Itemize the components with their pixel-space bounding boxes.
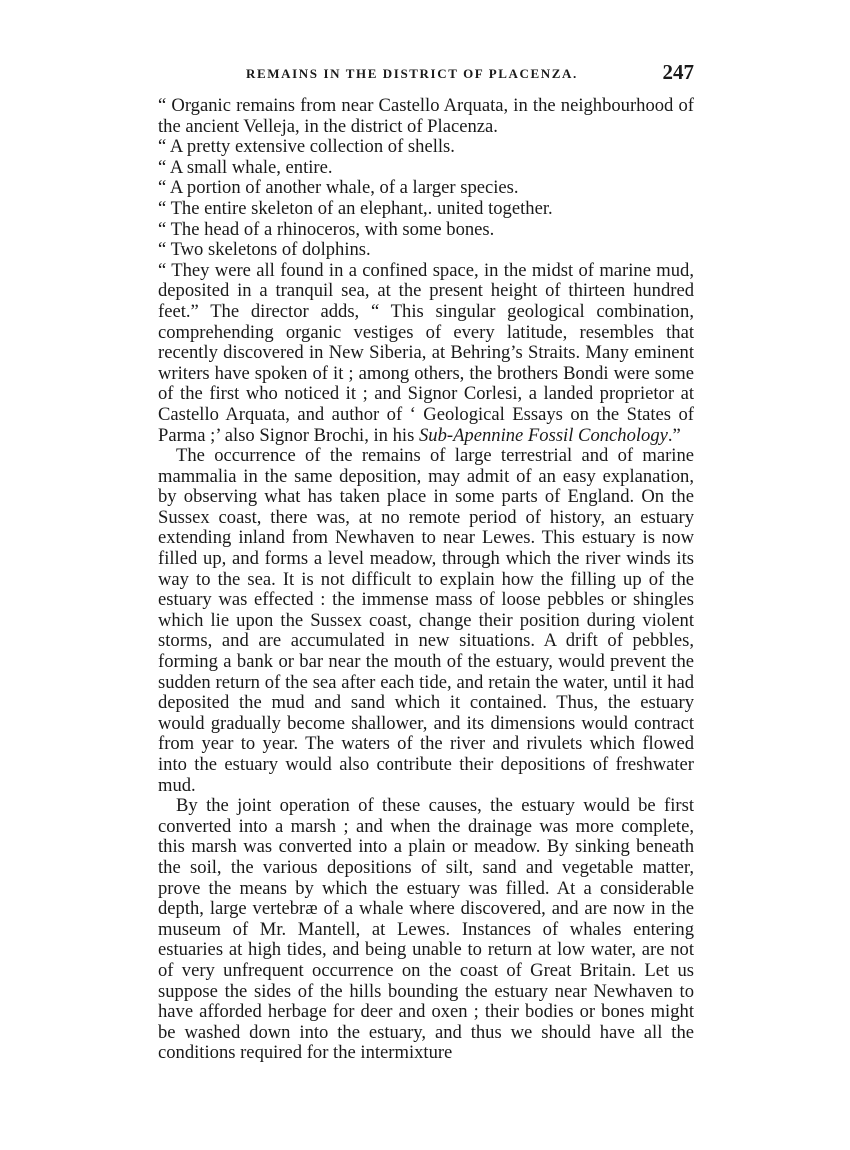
paragraph-joint-operation: By the joint operation of these causes, the estuary would be first converted into a marsh ; and when the drainage was more complete, this marsh was converted into a plain or meadow. By sinking beneath the soil, the various depositions of silt, sand and vegetable matter, prove the means by which the estuary was filled. At a considerable depth, large vertebræ of a whale where discovered, and are now in the museum of Mr. Mantell, at Lewes. Instances of whales entering estuaries at high tides, and being unable to return at low water, are not of very unfrequent occurrence on the coast of Great Britain. Let us suppose the sides of the hills bounding the estuary near Newhaven to have afforded herbage for deer and oxen ; their bodies or bones might be washed down into the estuary, and thus we should have all the conditions required for the intermixture — [158, 795, 694, 1064]
director-quote-text: “ They were all found in a confined space, in the midst of marine mud, deposited in a tranquil sea, at the present height of thirteen hundred feet.” The director adds, “ This singular geological combination, comprehending organic vestiges of every latitude, resembles that recently discovered in New Siberia, at Behring’s Straits. Many eminent writers have spoken of it ; among others, the brothers Bondi were some of the first who noticed it ; and Signor Corlesi, a landed proprietor at Castello Arquata, and author of ‘ Geological Essays on the States of Parma ;’ also Signor Brochi, in his — [158, 259, 694, 446]
quote-paragraph-director — [158, 261, 694, 446]
running-head — [158, 60, 694, 90]
director-quote-tail: .” — [667, 424, 681, 446]
book-title-italic: Sub-Apennine Fossil Conchology — [418, 424, 668, 446]
quote-paragraph-larger-whale: “ A portion of another whale, of a larger species. — [158, 177, 519, 199]
running-title: REMAINS IN THE DISTRICT OF PLACENZA. — [246, 66, 578, 81]
quote-paragraph-shells: “ A pretty extensive collection of shells. — [158, 136, 455, 158]
page-number: 247 — [662, 60, 694, 84]
quote-paragraph-dolphins: “ Two skeletons of dolphins. — [158, 239, 371, 261]
quote-paragraph-rhinoceros: “ The head of a rhinoceros, with some bones. — [158, 218, 495, 240]
paragraph-occurrence: The occurrence of the remains of large terrestrial and of marine mammalia in the same deposition, may admit of an easy explanation, by observing what has taken place in some parts of England. On the Sussex coast, there was, at no remote period of history, an estuary extending inland from Newhaven to near Lewes. This estuary is now filled up, and forms a level meadow, through which the river winds its way to the sea. It is not difficult to explain how the filling up of the estuary was effected : the immense mass of loose pebbles or shingles which lie upon the Sussex coast, change their position during violent storms, and are accumulated in new situations. A drift of pebbles, forming a bank or bar near the mouth of the estuary, would prevent the sudden return of the sea after each tide, and retain the water, until it had deposited the mud and sand which it contained. Thus, the estuary would gradually become shallower, and its dimensions would contract from year to year. The waters of the river and rivulets which flowed into the estuary would also contribute their depositions of freshwater mud. — [158, 445, 694, 796]
quote-paragraph-elephant: “ The entire skeleton of an elephant,. united together. — [158, 197, 553, 219]
body-text — [158, 96, 694, 1064]
quote-paragraph-small-whale: “ A small whale, entire. — [158, 156, 333, 178]
quote-paragraph-velleja: “ Organic remains from near Castello Arquata, in the neighbourhood of the ancient Velleja, in the district of Placenza. — [158, 95, 694, 137]
book-page — [158, 60, 694, 1064]
